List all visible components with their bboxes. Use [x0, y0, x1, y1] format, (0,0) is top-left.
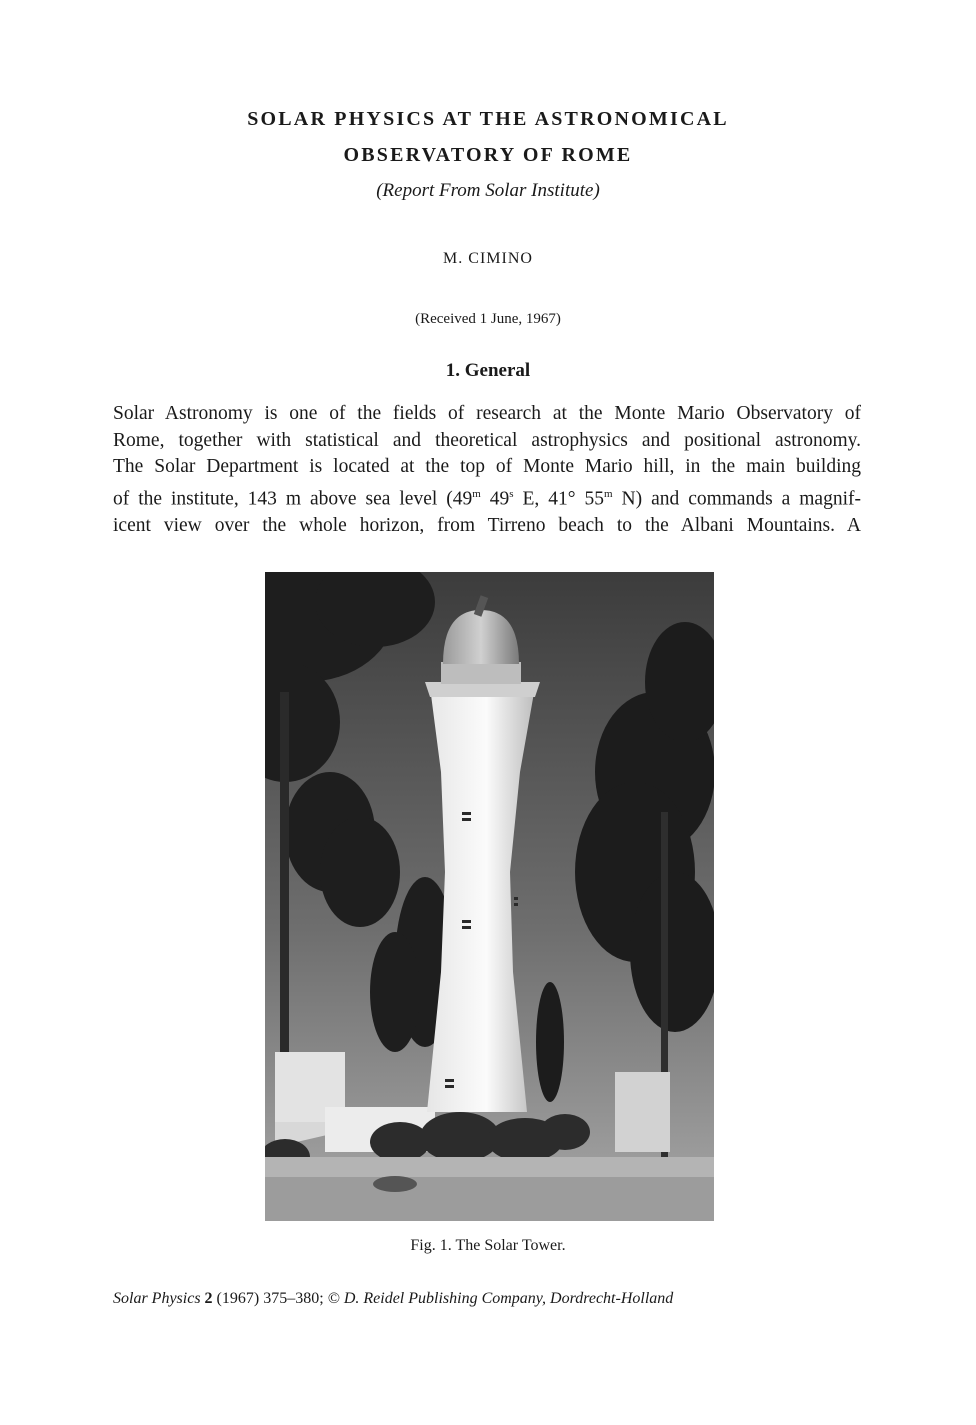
author: M. CIMINO	[443, 250, 533, 267]
title-line-1: SOLAR PHYSICS AT THE ASTRONOMICAL	[247, 108, 729, 130]
paragraph-line	[113, 481, 861, 513]
line-text: N) and commands a magnif-	[612, 488, 861, 509]
subtitle: (Report From Solar Institute)	[376, 180, 600, 201]
page-footer	[113, 1290, 873, 1308]
paragraph-line: Solar Astronomy is one of the fields of research at the Monte Mario Observatory of	[113, 403, 861, 424]
superscript: s	[509, 487, 514, 500]
line-text: 49	[480, 488, 510, 509]
figure-caption: Fig. 1. The Solar Tower.	[410, 1237, 566, 1254]
section-heading: 1. General	[445, 360, 531, 381]
title-line-2: OBSERVATORY OF ROME	[343, 144, 633, 166]
paragraph-line: The Solar Department is located at the top of Monte Mario hill, in the main building	[113, 456, 861, 477]
paragraph-line: Rome, together with statistical and theoretical astrophysics and positional astronomy.	[113, 429, 861, 451]
superscript: m	[472, 487, 481, 500]
received-date: (Received 1 June, 1967)	[415, 311, 561, 327]
solar-tower-photo	[265, 572, 714, 1221]
line-text: E, 41° 55	[513, 488, 605, 509]
journal-name: Solar Physics	[113, 1290, 201, 1307]
paragraph-line: icent view over the whole horizon, from Tirreno beach to the Albani Mountains. A	[113, 514, 861, 536]
line-text: of the institute, 143 m above sea level (49	[113, 488, 473, 509]
publisher: © D. Reidel Publishing Company, Dordrecht-Holland	[327, 1290, 674, 1307]
body-paragraph	[113, 401, 861, 539]
superscript: m	[604, 487, 613, 500]
journal-volume: 2	[204, 1290, 213, 1307]
journal-pages: (1967) 375–380;	[216, 1290, 324, 1307]
